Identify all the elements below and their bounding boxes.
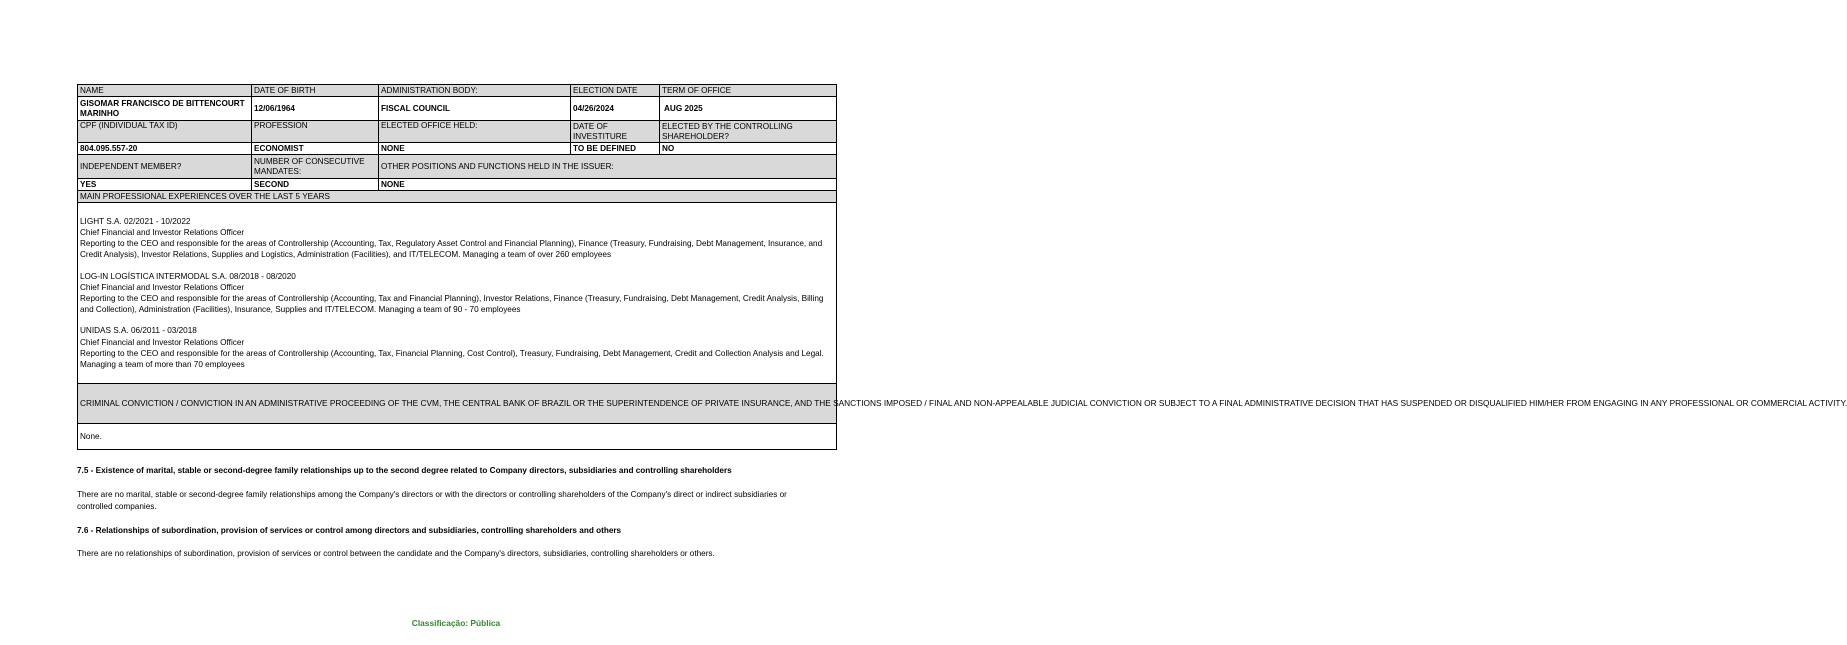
profession-value: ECONOMIST [252, 143, 379, 155]
elected-by-label: ELECTED BY THE CONTROLLING SHAREHOLDER? [660, 121, 837, 143]
investiture-value: TO BE DEFINED [571, 143, 660, 155]
section-7-5-body: There are no marital, stable or second-degree family relationships among the Company's directors or with the directors or controlling shareholders of the Company's direct or indirect subsidiaries or controlled companies. [77, 490, 787, 511]
experience-description: Reporting to the CEO and responsible for the areas of Controllership (Accounting, Tax, Regulatory Asset Control and Financial Planning), Finance (Treasury, Fundraising, Debt Management, Insurance, and Credit Analysis), Investor Relations, Supplies and Logistics, Administration (Facilities), and IT/TELECOM. Managing a team of over 260 employees [80, 239, 823, 260]
elected-office-label: ELECTED OFFICE HELD: [379, 121, 571, 143]
candidate-info-table [77, 84, 1847, 450]
admin-body-label: ADMINISTRATION BODY: [379, 85, 571, 97]
other-positions-label: OTHER POSITIONS AND FUNCTIONS HELD IN THE ISSUER: [379, 155, 837, 179]
experience-company: UNIDAS S.A. 06/2011 - 03/2018 [80, 326, 197, 336]
term-label: TERM OF OFFICE [660, 85, 837, 97]
section-7-6-body: There are no relationships of subordination, provision of services or control between the candidate and the Company's directors, subsidiaries, controlling shareholders or others. [77, 549, 715, 558]
experience-description: Reporting to the CEO and responsible for the areas of Controllership (Accounting, Tax, Financial Planning, Cost Control), Treasury, Fundraising, Debt Management, Credit and Collection Analysis and Legal. Managing a team of more than 70 employees [80, 348, 824, 370]
dob-value: 12/06/1964 [252, 97, 379, 121]
elected-office-value: NONE [379, 143, 571, 155]
experience-company: LOG-IN LOGÍSTICA INTERMODAL S.A. 08/2018 - 08/2020 [80, 271, 296, 281]
other-positions-value: NONE [379, 179, 837, 191]
experience-company: LIGHT S.A. 02/2021 - 10/2022 [80, 216, 191, 226]
name-label: NAME [78, 85, 252, 97]
experience-description: Reporting to the CEO and responsible for the areas of Controllership (Accounting, Tax and Financial Planning), Investor Relations, Finance (Treasury, Fundraising, Debt Management, Credit Analysis, Billing and Collection), Administration (Facilities), Insurance, Supplies and IT/TELECOM. Managing a team of 90 - 70 employees [80, 294, 824, 315]
experience-role: Chief Financial and Investor Relations Officer [80, 337, 245, 347]
name-value: GISOMAR FRANCISCO DE BITTENCOURT MARINHO [78, 97, 252, 121]
experience-role: Chief Financial and Investor Relations Officer [80, 282, 245, 292]
independent-label: INDEPENDENT MEMBER? [78, 155, 252, 179]
term-value: AUG 2025 [660, 97, 837, 121]
experience-role: Chief Financial and Investor Relations Officer [80, 227, 245, 237]
mandates-label: NUMBER OF CONSECUTIVE MANDATES: [252, 155, 379, 179]
independent-value: YES [78, 179, 252, 191]
cpf-value: 804.095.557-20 [78, 143, 252, 155]
criminal-conviction-header: CRIMINAL CONVICTION / CONVICTION IN AN ADMINISTRATIVE PROCEEDING OF THE CVM, THE CENTRAL BANK OF BRAZIL OR THE SUPERINTENDENCE OF PRIVATE INSURANCE, AND THE SANCTIONS IMPOSED / FINAL AND NON-APPEALABLE JUDICIAL CONVICTION OR SUBJECT TO A FINAL ADMINISTRATIVE DECISION THAT HAS SUSPENDED OR DISQUALIFIED HIM/HER FROM ENGAGING IN ANY PROFESSIONAL OR COMMERCIAL ACTIVITY. [78, 384, 837, 424]
experience-header: MAIN PROFESSIONAL EXPERIENCES OVER THE LAST 5 YEARS [78, 191, 837, 203]
investiture-label: DATE OF INVESTITURE [571, 121, 660, 143]
dob-label: DATE OF BIRTH [252, 85, 379, 97]
elected-by-value: NO [660, 143, 837, 155]
profession-label: PROFESSION [252, 121, 379, 143]
experience-item [80, 325, 834, 370]
classification-label: Classificação: Pública [411, 618, 501, 628]
experience-section [78, 203, 837, 384]
experience-item [80, 271, 834, 316]
election-date-label: ELECTION DATE [571, 85, 660, 97]
mandates-value: SECOND [252, 179, 379, 191]
section-7-5-title: 7.5 - Existence of marital, stable or second-degree family relationships up to the second degree related to Company directors, subsidiaries and controlling shareholders [77, 466, 732, 475]
admin-body-value: FISCAL COUNCIL [379, 97, 571, 121]
section-7-6-title: 7.6 - Relationships of subordination, provision of services or control among directors and subsidiaries, controlling shareholders and others [77, 526, 622, 535]
cpf-label: CPF (INDIVIDUAL TAX ID) [78, 121, 252, 143]
experience-item [80, 216, 834, 261]
criminal-conviction-value: None. [78, 424, 837, 450]
election-date-value: 04/26/2024 [571, 97, 660, 121]
